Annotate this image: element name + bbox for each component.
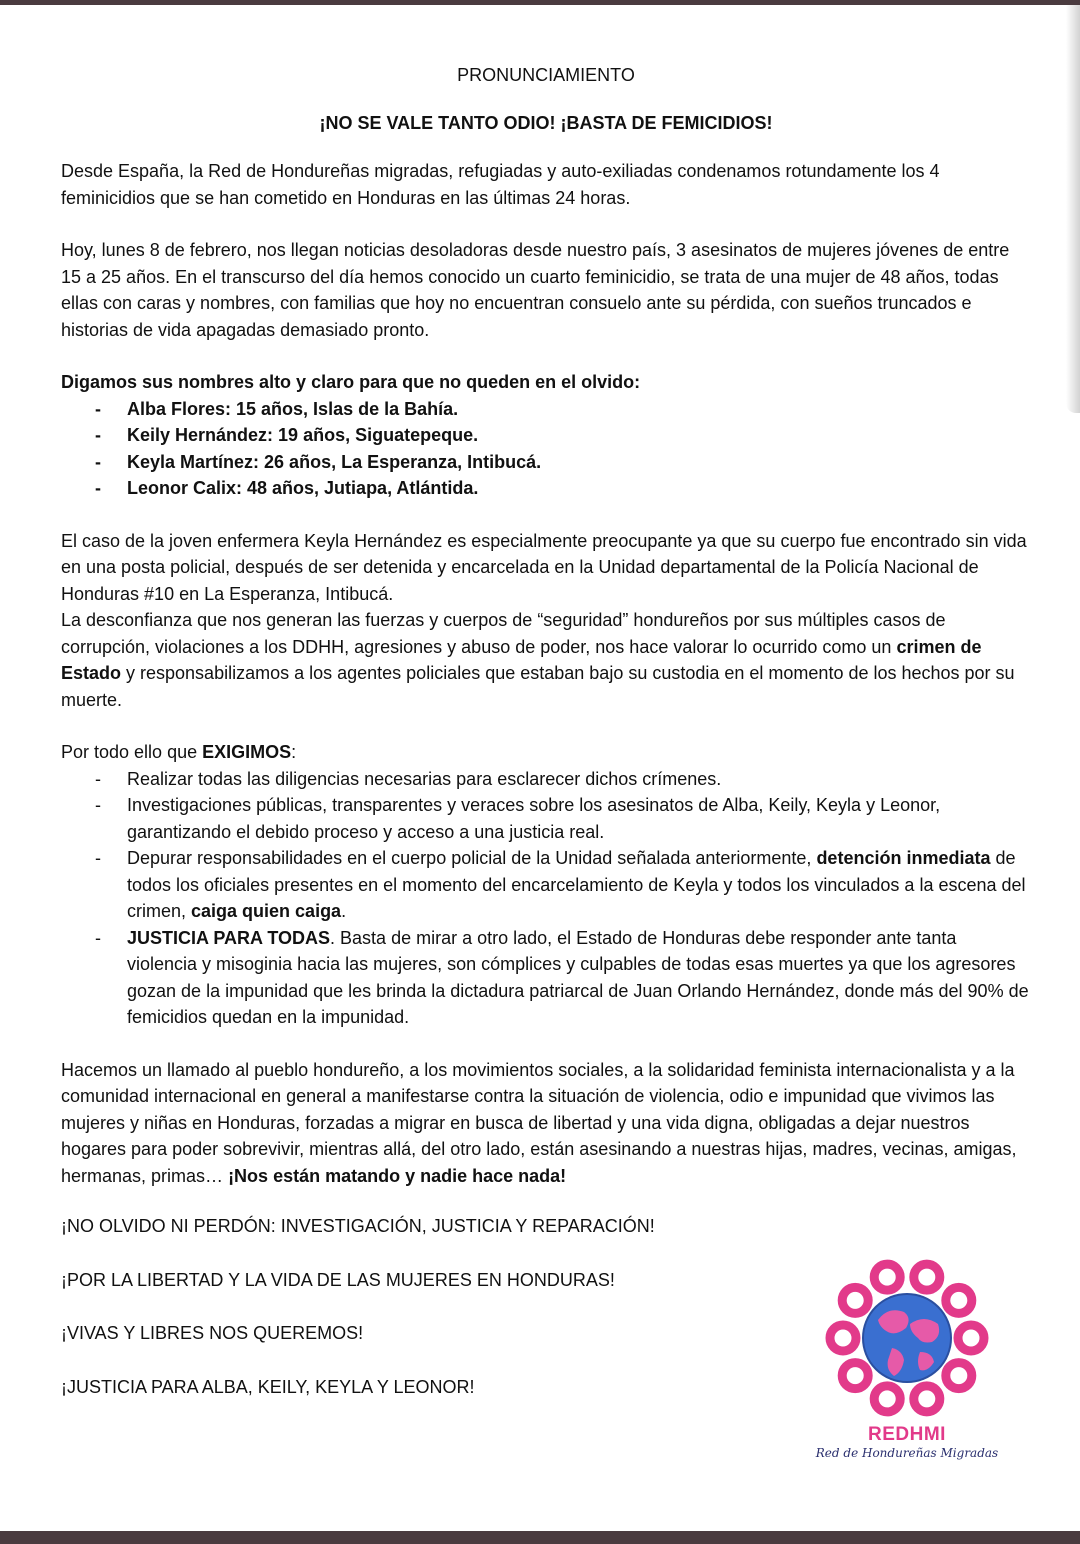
- logo-petal: [842, 1363, 868, 1389]
- logo-petal: [914, 1264, 940, 1290]
- victim-name-item: - Keyla Martínez: 26 años, La Esperanza, Intibucá.: [61, 449, 1031, 476]
- names-intro-text: Digamos sus nombres alto y claro para que no queden en el olvido:: [61, 372, 641, 392]
- demand-emphasis: detención inmediata: [816, 848, 991, 868]
- demand-text: de todos los oficiales presentes en el momento del encarcelamiento de Keyla y todos los vinculados a la escena del crimen,: [127, 848, 1026, 921]
- victim-names-list: [61, 396, 1031, 502]
- demand-item: - Realizar todas las diligencias necesarias para esclarecer dichos crímenes.: [61, 766, 1031, 793]
- demand-item: - Investigaciones públicas, transparentes y veraces sobre los asesinatos de Alba, Keily, Keyla y Leonor, garantizando el debido proceso y acceso a una justicia real.: [61, 792, 1031, 845]
- distrust-text: La desconfianza que nos generan las fuerzas y cuerpos de “seguridad” hondureños por sus múltiples casos de corrupción, violaciones a los DDHH, agresiones y abuso de poder, nos hace valorar lo ocurrido como un: [61, 610, 946, 657]
- closing-slogans: [61, 1213, 781, 1400]
- victim-name-item: - Leonor Calix: 48 años, Jutiapa, Atlántida.: [61, 475, 1031, 502]
- logo-petal: [946, 1287, 972, 1313]
- demand-text: . Basta de mirar a otro lado, el Estado de Honduras debe responder ante tanta violencia y misoginia hacia las mujeres, son cómplices y culpables de todas esas muertes ya que los agresores gozan de la impunidad que les brinda la dictadura patriarcal de Juan Orlando Hernández, donde más del 90% de femicidios quedan en la impunidad.: [127, 927, 1029, 1027]
- demands-list: [61, 766, 1031, 1031]
- closing-slogan: ¡NO OLVIDO NI PERDÓN: INVESTIGACIÓN, JUSTICIA Y REPARACIÓN!: [61, 1216, 655, 1236]
- demand-item: [61, 925, 1031, 1031]
- closing-slogan: ¡POR LA LIBERTAD Y LA VIDA DE LAS MUJERES EN HONDURAS!: [61, 1269, 615, 1290]
- distrust-paragraph: [61, 607, 1031, 713]
- call-text: Hacemos un llamado al pueblo hondureño, a los movimientos sociales, a la solidaridad feminista internacionalista y a la comunidad internacional en general a manifestarse contra la situación de violencia, odio e impunidad que vivimos las mujeres y niñas en Honduras, forzadas a migrar en busca de libertad y una vida digna, obligadas a dejar nuestros hogares para poder sobrevivir, mientras allá, del otro lado, están asesinando a nuestras hijas, madres, vecinas, amigas, hermanas, primas…: [61, 1059, 1017, 1186]
- state-crime-emphasis: crimen de Estado: [61, 636, 982, 683]
- logo-petal: [874, 1264, 900, 1290]
- demands-colon: :: [291, 742, 297, 762]
- document-body: [61, 60, 1031, 1427]
- case-paragraph: El caso de la joven enfermera Keyla Hernández es especialmente preocupante ya que su cuerpo fue encontrado sin vida en una posta policial, después de ser detenida y encarcelada en la Unidad departamental de la Policía Nacional de Honduras #10 en La Esperanza, Intibucá.: [61, 530, 1027, 604]
- intro-paragraph: Desde España, la Red de Hondureñas migradas, refugiadas y auto-exiliadas condenamos rotundamente los 4 feminicidios que se han cometido en Honduras en las últimas 24 horas.: [61, 161, 940, 208]
- logo-name: REDHMI: [868, 1424, 946, 1445]
- call-emphasis: ¡Nos están matando y nadie hace nada!: [228, 1165, 567, 1186]
- names-intro: [61, 369, 1031, 396]
- redhmi-logo: [812, 1258, 1002, 1473]
- logo-petal: [830, 1325, 856, 1351]
- demand-item: [61, 845, 1031, 925]
- bottom-frame-bar: [0, 1531, 1080, 1544]
- document-subheading: ¡NO SE VALE TANTO ODIO! ¡BASTA DE FEMICIDIOS!: [319, 112, 773, 133]
- logo-petal: [946, 1363, 972, 1389]
- demand-emphasis: caiga quien caiga: [191, 901, 342, 921]
- victim-name-item: - Keily Hernández: 19 años, Siguatepeque.: [61, 422, 1031, 449]
- demand-emphasis: JUSTICIA PARA TODAS: [127, 927, 331, 948]
- logo-tagline: Red de Hondureñas Migradas: [815, 1446, 999, 1460]
- document-heading: PRONUNCIAMIENTO: [457, 65, 635, 85]
- news-paragraph: Hoy, lunes 8 de febrero, nos llegan noticias desoladoras desde nuestro país, 3 asesinatos de mujeres jóvenes de entre 15 a 25 años. En el transcurso del día hemos conocido un cuarto feminicidio, se trata de una mujer de 48 años, todas ellas con caras y nombres, con familias que hoy no encuentran consuelo ante su pérdida, con sueños truncados e historias de vida apagadas demasiado pronto.: [61, 240, 1010, 340]
- logo-petal: [842, 1287, 868, 1313]
- demands-intro: [61, 739, 1031, 766]
- demand-text: .: [341, 901, 347, 921]
- scroll-edge-shadow: [1066, 5, 1080, 413]
- call-paragraph: [61, 1057, 1031, 1190]
- closing-slogan: ¡JUSTICIA PARA ALBA, KEILY, KEYLA Y LEONOR!: [61, 1376, 475, 1397]
- demands-emphasis: EXIGIMOS: [202, 742, 292, 762]
- distrust-text-end: y responsabilizamos a los agentes policiales que estaban bajo su custodia en el momento de los hechos por su muerte.: [61, 663, 1015, 710]
- logo-petal: [874, 1386, 900, 1412]
- victim-name-item: - Alba Flores: 15 años, Islas de la Bahía.: [61, 396, 1031, 423]
- flower-globe-icon: [812, 1258, 1002, 1423]
- closing-slogan: ¡VIVAS Y LIBRES NOS QUEREMOS!: [61, 1323, 364, 1343]
- logo-petal: [914, 1386, 940, 1412]
- logo-petal: [958, 1325, 984, 1351]
- demand-text: Depurar responsabilidades en el cuerpo policial de la Unidad señalada anteriormente,: [127, 848, 817, 868]
- top-frame-bar: [0, 0, 1080, 5]
- demands-intro-text: Por todo ello que: [61, 742, 203, 762]
